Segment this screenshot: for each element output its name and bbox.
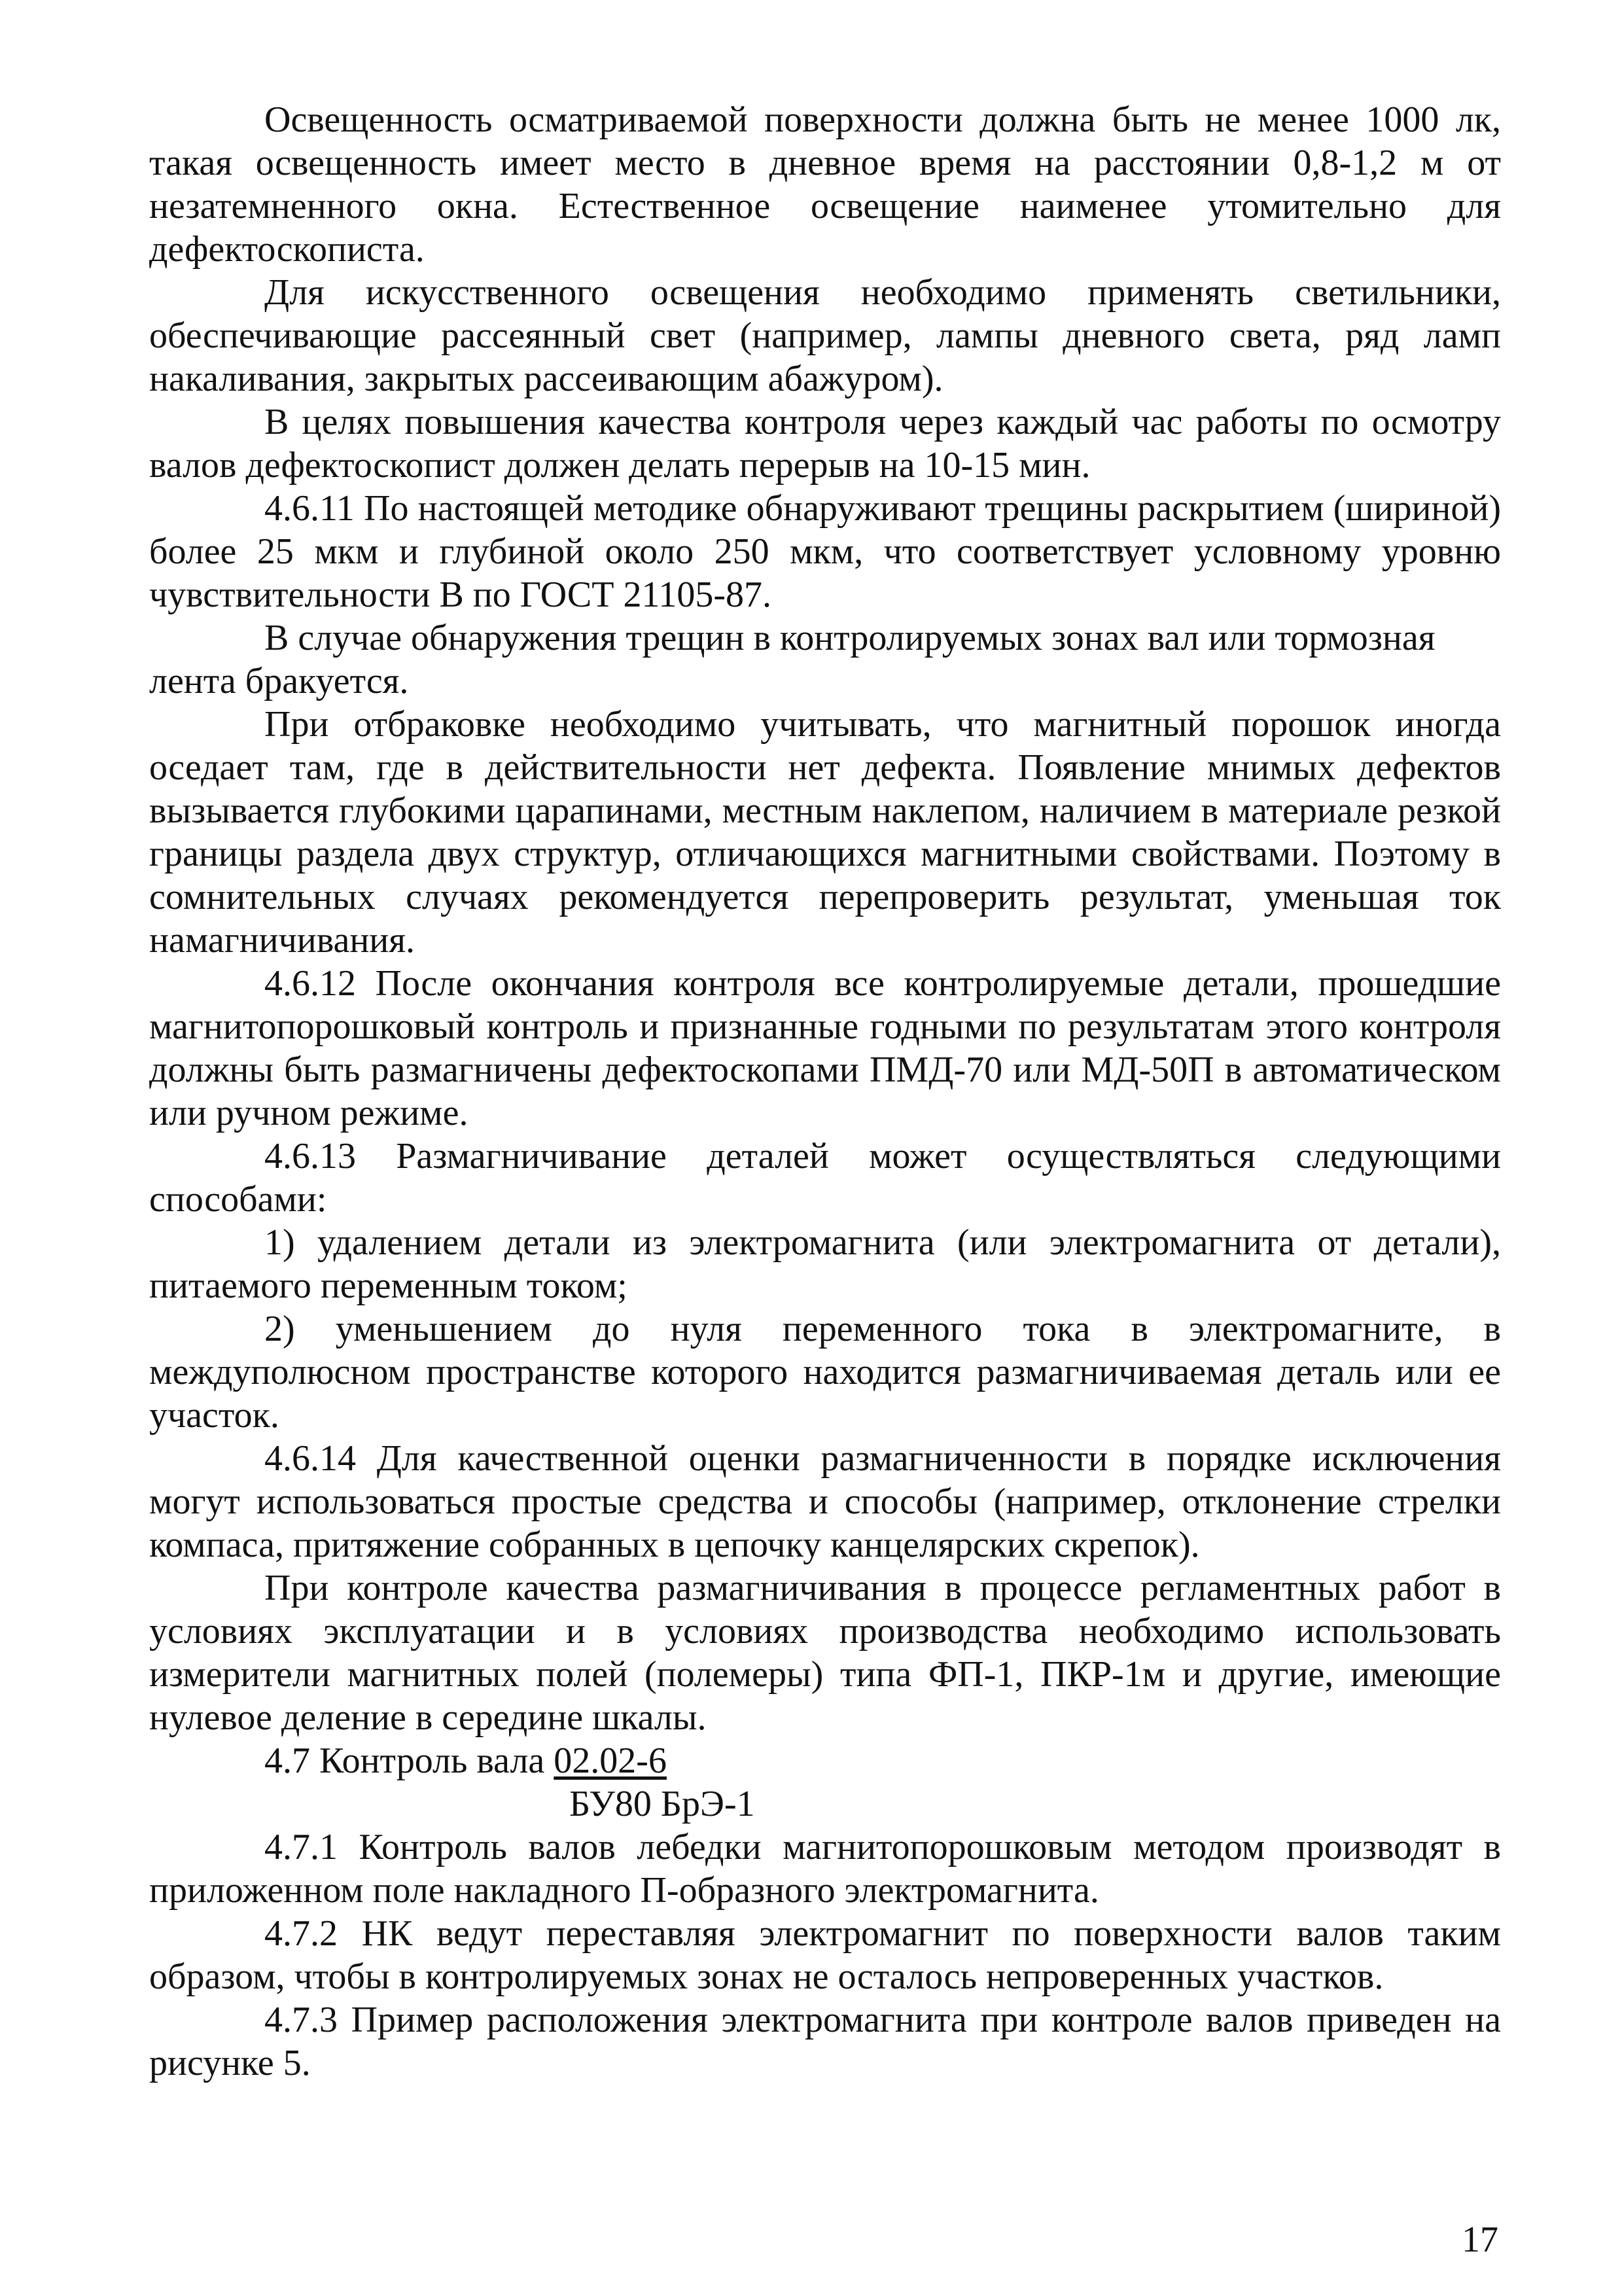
paragraph-4-6-11: 4.6.11 По настоящей методике обнаруживают трещины раскрытием (шириной) более 25 мкм и глубиной около 250 мкм, что соответствует условному уровню чувствительности В по ГОСТ 21105-87. <box>149 488 1501 615</box>
paragraph-4-7-2: 4.7.2 НК ведут переставляя электромагнит по поверхности валов таким образом, чтобы в контролируемых зонах не осталось непроверенных участков. <box>149 1913 1501 1997</box>
paragraph-4-7-3: 4.7.3 Пример расположения электромагнита при контроле валов приведен на рисунке 5. <box>149 2000 1501 2083</box>
paragraph-break-time: В целях повышения качества контроля через каждый час работы по осмотру валов дефектоскопист должен делать перерыв на 10-15 мин. <box>149 402 1501 486</box>
list-item-1: 1) удалением детали из электромагнита (или электромагнита от детали), питаемого переменным током; <box>149 1222 1501 1306</box>
page-body <box>149 98 1501 2085</box>
section-heading-prefix: 4.7 Контроль вала <box>264 1740 554 1781</box>
section-heading-code: 02.02-6 <box>554 1740 667 1781</box>
paragraph-artificial-lighting: Для искусственного освещения необходимо применять светильники, обеспечивающие рассеянный свет (например, лампы дневного света, ряд ламп накаливания, закрытых рассеивающим абажуром). <box>149 272 1501 399</box>
section-heading-subline: БУ80 БрЭ-1 <box>569 1784 755 1824</box>
paragraph-illumination: Освещенность осматриваемой поверхности должна быть не менее 1000 лк, такая освещенность имеет место в дневное время на расстоянии 0,8-1,2 м от незатемненного окна. Естественное освещение наименее утомительно для дефектоскописта. <box>149 99 1501 270</box>
paragraph-field-meters: При контроле качества размагничивания в процессе регламентных работ в условиях эксплуатации и в условиях производства необходимо использовать измерители магнитных полей (полемеры) типа ФП-1, ПКР-1м и другие, имеющие нулевое деление в середине шкалы. <box>149 1568 1501 1738</box>
page-number: 17 <box>1462 2219 1498 2260</box>
paragraph-4-6-13: 4.6.13 Размагничивание деталей может осуществляться следующими способами: <box>149 1136 1501 1220</box>
list-item-2: 2) уменьшением до нуля переменного тока в электромагните, в междуполюсном пространстве которого находится размагничиваемая деталь или ее участок. <box>149 1309 1501 1436</box>
paragraph-4-7-1: 4.7.1 Контроль валов лебедки магнитопорошковым методом производят в приложенном поле накладного П-образного электромагнита. <box>149 1827 1501 1911</box>
paragraph-crack-rejection: В случае обнаружения трещин в контролируемых зонах вал или тормозная лента бракуется. <box>149 618 1436 701</box>
paragraph-4-6-12: 4.6.12 После окончания контроля все контролируемые детали, прошедшие магнитопорошковый контроль и признанные годными по результатам этого контроля должны быть размагничены дефектоскопами ПМД-70 или МД-50П в автоматическом или ручном режиме. <box>149 963 1501 1133</box>
paragraph-false-defects: При отбраковке необходимо учитывать, что магнитный порошок иногда оседает там, где в действительности нет дефекта. Появление мнимых дефектов вызывается глубокими царапинами, местным наклепом, наличием в материале резкой границы раздела двух структур, отличающихся магнитными свойствами. Поэтому в сомнительных случаях рекомендуется перепроверить результат, уменьшая ток намагничивания. <box>149 704 1501 961</box>
paragraph-4-6-14: 4.6.14 Для качественной оценки размагниченности в порядке исключения могут использоваться простые средства и способы (например, отклонение стрелки компаса, притяжение собранных в цепочку канцелярских скрепок). <box>149 1438 1501 1565</box>
section-heading-4-7 <box>149 1739 1501 1782</box>
